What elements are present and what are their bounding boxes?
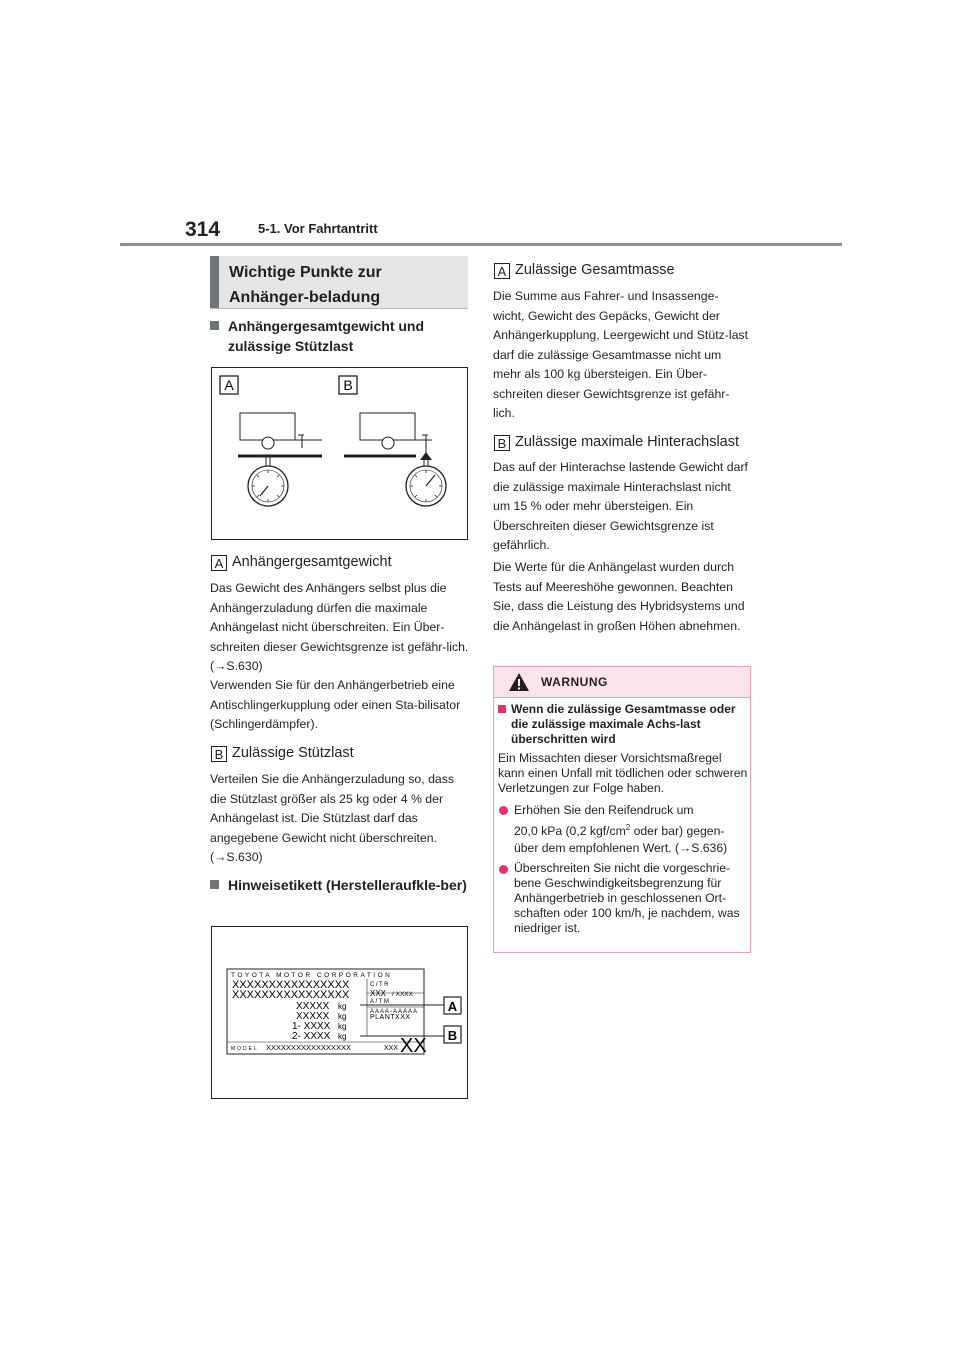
label-weight-4: 2- XXXX [292,1031,331,1042]
b-paragraph-right-1: Das auf der Hinterachse lastende Gewicht darf die zulässige maximale Hinterachslast nicht um 15 % oder mehr übersteigen. Ein Überschreiten dieser Gewichtsgrenze ist gefährlich. [493,460,748,552]
label-model: MODEL [231,1046,259,1052]
label-weight-3: 1- XXXX [292,1021,331,1032]
label-ctr: C/TR [370,982,390,988]
topic-heading-text: Wichtige Punkte zur Anhänger-beladung [229,264,382,306]
header-rule [120,243,842,246]
callout-b: B [447,1028,458,1043]
label-kg-2: kg [338,1012,347,1021]
bullet-1-line-2: 20,0 kPa (0,2 kgf/cm [514,824,626,839]
label-atm: A/TM [370,999,391,1005]
label-line-2: XXXXXXXXXXXXXXXX [232,989,350,1001]
b-heading-right [494,432,739,452]
b-title-right: Zulässige maximale Hinterachslast [515,434,740,450]
label-kg-1: kg [338,1002,347,1011]
bullet-1-line-2b: oder bar) gegen- [630,824,725,839]
trailer-a-illustration [238,413,322,506]
page-number: 314 [185,218,221,241]
label-weight-2: XXXXX [296,1011,330,1022]
warning-bullet-1 [498,802,750,857]
a-paragraph-right: Die Summe aus Fahrer- und Insassenge-wicht, Gewicht des Gepäcks, Gewicht der Anhängerkupplung, Leergewicht und Stütz-last darf die zulässige Gesamtmasse nicht um mehr als 100 kg übersteigen. Ein Über-schreiten dieser Gewichtsgrenze ist gefähr-lich. [493,289,748,420]
a-title-right: Zulässige Gesamtmasse [515,262,675,278]
figure-label-a: A [224,377,234,393]
tag-b-left: B [211,746,227,762]
label-xx-big: XX [400,1035,427,1057]
warning-bullet-2: Überschreiten Sie nicht die vorgeschrie-bene Geschwindigkeitsbegrenzung für Anhängerbetrieb in geschlossenen Ort-schaften oder 100 km/h, je nachdem, was niedriger ist. [498,861,750,936]
bullet-1-line-1: Erhöhen Sie den Reifendruck um [514,803,694,817]
callout-a: A [447,999,458,1014]
figure-label-b: B [343,377,353,393]
a-paragraph-left-1: Das Gewicht des Anhängers selbst plus die Anhängerzuladung dürfen die maximale Anhängelast nicht überschreiten. Ein Über-schreiten dieser Gewichtsgrenze ist gefähr-lich. (→S.630) [210,581,469,673]
section-title: 5-1. Vor Fahrtantritt [258,221,378,236]
b-paragraph-left: Verteilen Sie die Anhängerzuladung so, dass die Stützlast größer als 25 kg oder 4 % der Anhängelast ist. Die Stützlast darf das angegebene Gewicht nicht überschreiten. (→S.630) [210,772,455,864]
a-title-left: Anhängergesamtgewicht [232,554,392,570]
warning-subheading: Wenn die zulässige Gesamtmasse oder die zulässige maximale Achs-last überschritten wird [498,702,747,747]
b-heading-left [211,743,354,763]
label-model-value: XXXXXXXXXXXXXXXXX [266,1043,352,1052]
label-illustration [212,927,467,1098]
heading-underline [210,308,468,309]
label-aaaa: AAAA-AAAAA [370,1009,419,1015]
label-figure [211,926,468,1099]
tag-a-left: A [211,555,227,571]
label-maker: TOYOTA MOTOR CORPORATION [231,972,393,979]
warning-text: Ein Missachten dieser Vorsichtsmaßregel kann einen Unfall mit tödlichen oder schweren Verletzungen zur Folge haben. [498,751,748,795]
subheading-label: Hinweisetikett (Herstelleraufkle-ber) [210,875,476,895]
topic-heading [210,256,468,308]
bullet-1-line-3: über dem empfohlenen Wert. (→S.636) [514,841,728,856]
b-title-left: Zulässige Stützlast [232,745,354,761]
label-kg-4: kg [338,1032,347,1041]
label-weight-1: XXXXX [296,1001,330,1012]
a-heading-left [211,552,392,572]
label-plant: PLANTXXX [370,1014,411,1021]
tag-b-right: B [494,435,510,451]
trailer-b-illustration [344,413,446,506]
a-heading-right [494,260,675,280]
warning-icon [508,672,530,692]
label-line-1: XXXXXXXXXXXXXXXX [232,979,350,991]
warning-header [494,667,750,698]
bullet-1-sup: 2 [625,823,631,832]
label-xxxx: / XXXX [392,991,413,998]
subheading-total-weight: Anhängergesamtgewicht und zulässige Stützlast [210,316,478,356]
label-xxx-2: XXX [384,1045,399,1052]
scale-figure [211,367,468,540]
b-paragraph-right-2: Die Werte für die Anhängelast wurden durch Tests auf Meereshöhe gewonnen. Beachten Sie, dass die Leistung des Hybridsystems und die Anhängelast in großen Höhen abnehmen. [493,560,745,633]
tag-a-right: A [494,263,510,279]
label-kg-3: kg [338,1022,347,1031]
scale-illustration [212,368,467,539]
label-xxx-1: XXX [370,989,387,998]
a-paragraph-left-2: Verwenden Sie für den Anhängerbetrieb eine Antischlingerkupplung oder einen Sta-bilisator (Schlingerdämpfer). [210,678,461,731]
warning-box [493,666,751,953]
warning-title: WARNUNG [541,675,608,689]
